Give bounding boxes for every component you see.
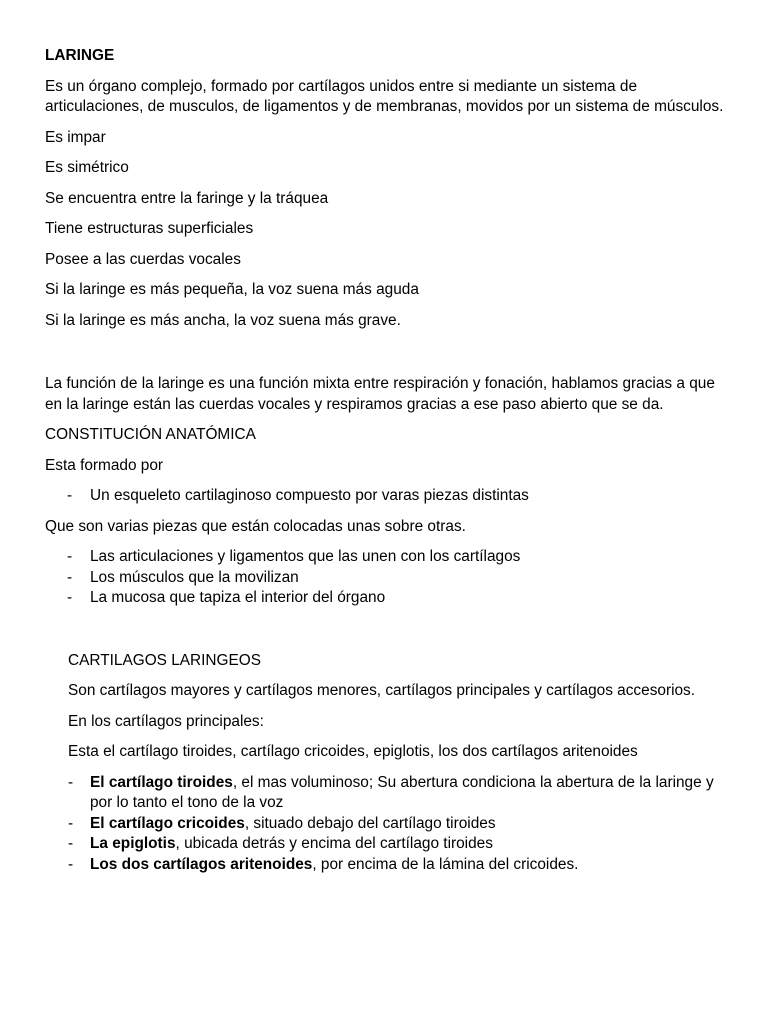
blank-line xyxy=(45,619,725,651)
principal-lead: En los cartílagos principales: xyxy=(68,712,264,730)
list-item-text: Las articulaciones y ligamentos que las unen con los cartílagos xyxy=(90,548,521,565)
fact-line: Posee a las cuerdas vocales xyxy=(45,250,241,268)
document-body xyxy=(45,46,725,885)
constitution-list-1 xyxy=(45,486,725,507)
list-item xyxy=(45,547,725,568)
principal-list-sentence: Esta el cartílago tiroides, cartílago cricoides, epiglotis, los dos cartílagos aritenoides xyxy=(68,743,638,760)
cartilage-description: , situado debajo del cartílago tiroides xyxy=(244,814,496,832)
cartilage-name: La epiglotis xyxy=(90,835,176,852)
constitution-heading: CONSTITUCIÓN ANATÓMICA xyxy=(45,426,256,443)
fact-line: Si la laringe es más ancha, la voz suena más grave. xyxy=(45,311,401,329)
constitution-middle: Que son varias piezas que están colocadas unas sobre otras. xyxy=(45,517,466,535)
list-item-text: La mucosa que tapiza el interior del órgano xyxy=(90,589,386,606)
dash-bullet: - xyxy=(67,548,73,565)
blank-line xyxy=(45,341,725,374)
dash-bullet: - xyxy=(68,814,74,832)
fact-line: Si la laringe es más pequeña, la voz suena más aguda xyxy=(45,281,419,298)
list-item xyxy=(68,773,725,814)
fact-line: Tiene estructuras superficiales xyxy=(45,220,254,237)
list-item xyxy=(68,834,725,855)
list-item xyxy=(68,814,725,835)
list-item-text: Los músculos que la movilizan xyxy=(90,568,299,586)
list-item-text: Un esqueleto cartilaginoso compuesto por varas piezas distintas xyxy=(90,487,529,504)
dash-bullet: - xyxy=(68,773,74,791)
cartilage-description: , por encima de la lámina del cricoides. xyxy=(312,855,579,873)
dash-bullet: - xyxy=(68,835,74,852)
constitution-lead: Esta formado por xyxy=(45,456,164,474)
fact-line: Se encuentra entre la faringe y la tráquea xyxy=(45,189,329,207)
cartilages-heading: CARTILAGOS LARINGEOS xyxy=(68,651,262,669)
cartilage-detail-list xyxy=(68,773,725,876)
dash-bullet: - xyxy=(67,568,73,586)
fact-line: Es simétrico xyxy=(45,159,129,176)
cartilages-intro: Son cartílagos mayores y cartílagos menores, cartílagos principales y cartílagos accesorios. xyxy=(68,682,696,699)
dash-bullet: - xyxy=(68,855,74,873)
list-item xyxy=(45,588,725,609)
constitution-list-2 xyxy=(45,547,725,609)
cartilage-name: El cartílago tiroides xyxy=(90,773,233,791)
list-item xyxy=(45,568,725,589)
list-item xyxy=(45,486,725,507)
list-item xyxy=(68,855,725,876)
cartilage-description: , el mas voluminoso; Su abertura condiciona la abertura de la laringe y por lo tanto el tono de la voz xyxy=(90,773,714,811)
cartilage-name: Los dos cartílagos aritenoides xyxy=(90,855,313,873)
document-title: LARINGE xyxy=(45,47,115,64)
cartilage-description: , ubicada detrás y encima del cartílago tiroides xyxy=(175,835,493,852)
cartilages-section xyxy=(68,651,725,876)
dash-bullet: - xyxy=(67,589,73,606)
intro-paragraph: Es un órgano complejo, formado por cartílagos unidos entre si mediante un sistema de articulaciones, de musculos, de ligamentos y de membranas, movidos por un sistema de músculos. xyxy=(45,77,724,115)
function-paragraph: La función de la laringe es una función mixta entre respiración y fonación, hablamos gracias a que en la laringe están las cuerdas vocales y respiramos gracias a ese paso abierto que se da. xyxy=(45,375,715,413)
dash-bullet: - xyxy=(67,487,73,504)
cartilage-name: El cartílago cricoides xyxy=(90,814,245,832)
fact-line: Es impar xyxy=(45,128,106,146)
